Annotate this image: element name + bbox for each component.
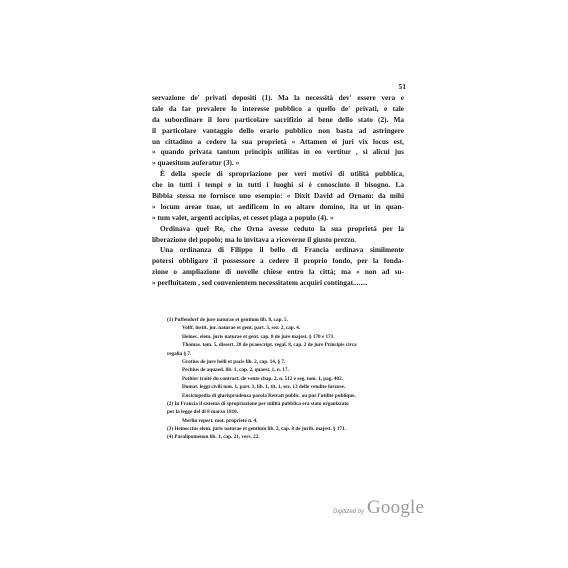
body-line: Bibbia stessa ne fornisce uno esempio: « Dixit David ad Ornam: da mihi bbox=[152, 191, 404, 201]
body-line: il particolare vantaggio dello erario pubblico non basta ad astringere bbox=[152, 125, 404, 135]
google-logo: Google bbox=[367, 497, 425, 518]
footnotes bbox=[167, 316, 403, 442]
body-line: » tum valet, argenti accipias, et cesset plaga a populo (4). » bbox=[152, 212, 334, 222]
footnote-line: Merlin repert. mot. proprieté n. 4. bbox=[182, 417, 258, 424]
body-line: tale da far prevalere lo interesse pubblico a quello de' privati, e tale bbox=[152, 103, 404, 113]
body-text bbox=[152, 93, 404, 289]
footnote-line: Pechius de aquaed. lib. 1, cap. 2, quaest. 1, n. 17. bbox=[182, 367, 289, 374]
footnote-line: Domat. leggi civili tom. 1, part. 1, lib. 1, tit. 1, sez. 13 delle vendite forzose. bbox=[182, 384, 346, 391]
body-line: » locum areae tuae, ut aedificem in eo altare domino, ita ut in quan- bbox=[152, 201, 404, 211]
footnote-line: (4) Paralipomenon lib. 1, cap. 21, vers. 22. bbox=[167, 434, 260, 441]
body-line: liberazione del popolo; ma lo invitava a riceverne il giusto prezzo. bbox=[152, 234, 356, 244]
page-number: 51 bbox=[398, 82, 406, 91]
footnote-line: Volff. instit. jur. naturae et gent. part. 3, sez. 2, cap. 4. bbox=[182, 325, 301, 332]
body-line: » perfluitatem , sed convenientem necessitatem acquiri contingat........ bbox=[152, 278, 368, 288]
body-line: da subordinare il loro particolare sacrifizio al bene dello stato (2). Ma bbox=[152, 114, 404, 124]
footnote-line: (3) Heineccius elem. juris naturae et gentium lib. 2, cap. 8 de jurib. majest. § 171. bbox=[167, 426, 346, 433]
body-line: Ordinava quel Re, che Orna avesse ceduto la sua proprietà per la bbox=[160, 223, 404, 233]
footnote-line: Enciclopedia di giurisprudenza parola Retrait public. ou pur l'utilité publique. bbox=[182, 392, 356, 399]
body-line: potersi obbligare il possessore a cedere il proprio fondo, per la fonda- bbox=[152, 256, 404, 266]
body-line: zione o ampliazione di novelle chiese entro la città; ma « non ad su- bbox=[152, 267, 404, 277]
footnote-line: Heinec. elem. juris naturae et gent. cap. 8 de jure majest. § 170 e 171. bbox=[182, 333, 335, 340]
body-line: un cittadino a cedere la sua proprietà « Attamen ei juri vix locus est, bbox=[152, 136, 404, 146]
body-line: che in tutti i tempi e in tutti i luoghi si è conosciuto il bisogno. La bbox=[152, 180, 404, 190]
footnote-line: Thomas. tom. 5, dissert. 28 de praescript. regal. 8, cap. 2 de jure Principis circa bbox=[182, 342, 357, 349]
footnote-line: (2) In Francia il sistema di spropriazione per utilità pubblica era stato organizzato bbox=[167, 400, 349, 407]
body-line: È della specie di spropriazione per veri motivi di utilità pubblica, bbox=[160, 169, 404, 179]
body-line: » quando privata tantum principis utilitas in eo vertitur , si alicui jus bbox=[152, 147, 404, 157]
body-line: Una ordinanza di Filippo il bello di Francia ordinava similmente bbox=[160, 245, 404, 255]
body-line: servazione de' privati depositi (1). Ma la necessità dev' essere vera e bbox=[152, 93, 404, 102]
footnote-line: regalia § 7. bbox=[167, 350, 192, 357]
watermark-prefix: Digitized by bbox=[333, 509, 365, 515]
footnote-line: Grotius de jure belli et pacis lib. 2, cap. 14, § 7. bbox=[182, 358, 286, 365]
footnote-line: per la legge del di 8 marzo 1810. bbox=[167, 409, 239, 416]
footnote-line: (1) Puffendorf de jure naturae et gentium lib. 8, cap. 5. bbox=[167, 317, 288, 323]
footnote-line: Pothier traité du contract. de vente chap. 2, n. 512 e seg. tom. 1, pag. 402. bbox=[182, 375, 343, 382]
body-line: » quaesitum auferatur (3). » bbox=[152, 158, 240, 168]
digitized-watermark bbox=[333, 497, 424, 519]
